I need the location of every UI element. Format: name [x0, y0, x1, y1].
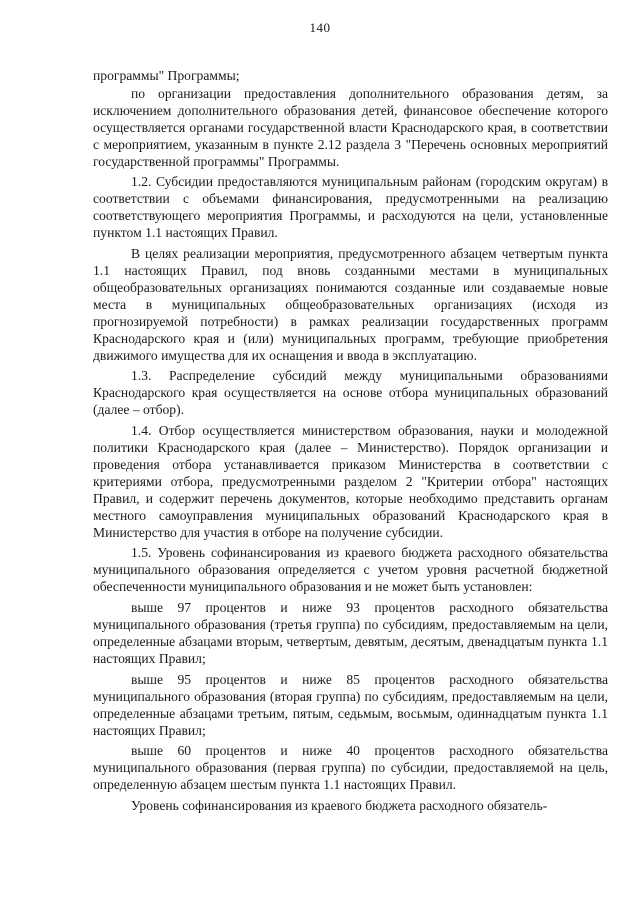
- paragraph: 1.2. Субсидии предоставляются муниципальным районам (городским округам) в соответствии с объемами финансирования, предусмотренными на реализацию соответствующего мероприятия Программы, и расходуются на цели, установленные пунктом 1.1 настоящих Правил.: [93, 174, 608, 241]
- paragraph: Уровень софинансирования из краевого бюджета расходного обязатель-: [131, 798, 548, 814]
- paragraph: 1.3. Распределение субсидий между муниципальными образованиями Краснодарского края осуществляется на основе отбора муниципальных образований (далее – отбор).: [93, 368, 608, 418]
- page-number: 140: [309, 20, 331, 35]
- paragraph: программы" Программы;: [93, 68, 240, 83]
- paragraph: выше 60 процентов и ниже 40 процентов расходного обязательства муниципального образования (первая группа) по субсидии, предоставляемой на цель, определенную абзацем шестым пункта 1.1 настоящих Правил.: [93, 743, 608, 793]
- paragraph: 1.4. Отбор осуществляется министерством образования, науки и молодежной политики Краснодарского края (далее – Министерство). Порядок организации и проведения отбора устанавливается приказом Министерства в соответствии с критериями отбора, предусмотренными разделом 2 "Критерии отбора" настоящих Правил, и содержит перечень документов, которые необходимо представить органам местного самоуправления муниципальных образований Краснодарского края в Министерство для участия в отборе на получение субсидии.: [93, 423, 608, 540]
- document-body: [93, 68, 608, 816]
- paragraph: выше 95 процентов и ниже 85 процентов расходного обязательства муниципального образования (вторая группа) по субсидиям, предоставляемым на цели, определенные абзацами третьим, пятым, седьмым, восьмым, одиннадцатым пункта 1.1 настоящих Правил;: [93, 671, 608, 738]
- paragraph: 1.5. Уровень софинансирования из краевого бюджета расходного обязательства муниципального образования определяется с учетом уровня расчетной бюджетной обеспеченности муниципального образования и не может быть установлен:: [93, 545, 608, 595]
- paragraph: по организации предоставления дополнительного образования детям, за исключением дополнительного образования детей, финансовое обеспечение которого осуществляется органами государственной власти Краснодарского края, в соответствии с мероприятием, указанным в пункте 2.12 раздела 3 "Перечень основных мероприятий государственной программы" Программы.: [93, 85, 608, 169]
- paragraph: В целях реализации мероприятия, предусмотренного абзацем четвертым пункта 1.1 настоящих Правил, под вновь созданными местами в муниципальных общеобразовательных организациях понимаются созданные или создаваемые новые места в муниципальных общеобразовательных организациях (исходя из прогнозируемой потребности) в рамках реализации государственных программ Краснодарского края и (или) муниципальных программ, требующие приобретения движимого имущества для их оснащения и ввода в эксплуатацию.: [93, 246, 608, 363]
- paragraph: выше 97 процентов и ниже 93 процентов расходного обязательства муниципального образования (третья группа) по субсидиям, предоставляемым на цели, определенные абзацами вторым, четвертым, девятым, десятым, двенадцатым пункта 1.1 настоящих Правил;: [93, 600, 608, 666]
